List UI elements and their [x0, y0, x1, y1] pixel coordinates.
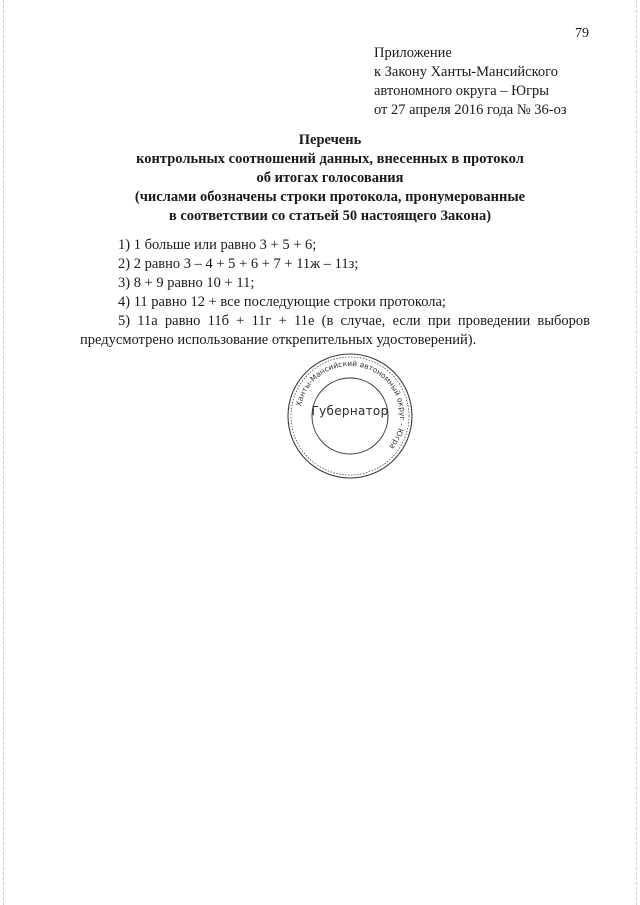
stamp-ring-text: Ханты-Мансийский автономный округ - Югра	[294, 358, 408, 452]
list-item: 5) 11а равно 11б + 11г + 11е (в случае, если при проведении выборов предусмотрено использование открепительных удостоверений).	[80, 313, 590, 348]
appendix-block	[374, 44, 567, 120]
title-line-2: контрольных соотношений данных, внесенных в протокол	[136, 151, 524, 167]
document-title	[60, 131, 600, 226]
title-line-4: (числами обозначены строки протокола, пронумерованные	[134, 189, 526, 205]
title-line-3: об итогах голосования	[256, 170, 404, 186]
list-item: 2) 2 равно 3 – 4 + 5 + 6 + 7 + 11ж – 11з;	[118, 256, 359, 272]
appendix-line-1: Приложение	[374, 45, 452, 61]
official-stamp	[286, 352, 414, 480]
list-item: 4) 11 равно 12 + все последующие строки протокола;	[118, 294, 446, 310]
page-number: 79	[575, 26, 589, 41]
scan-edge-left	[3, 0, 4, 905]
list-item: 3) 8 + 9 равно 10 + 11;	[118, 275, 255, 291]
stamp-center-text: Губернатор	[311, 404, 389, 418]
list-item: 1) 1 больше или равно 3 + 5 + 6;	[118, 237, 317, 253]
appendix-line-2: к Закону Ханты-Мансийского	[374, 64, 559, 80]
appendix-line-4: от 27 апреля 2016 года № 36-оз	[374, 102, 567, 118]
ratio-list	[80, 236, 590, 350]
appendix-line-3: автономного округа – Югры	[374, 83, 550, 99]
scan-edge-right	[636, 0, 637, 905]
title-line-5: в соответствии со статьей 50 настоящего Закона)	[168, 208, 492, 224]
title-line-1: Перечень	[298, 132, 362, 148]
